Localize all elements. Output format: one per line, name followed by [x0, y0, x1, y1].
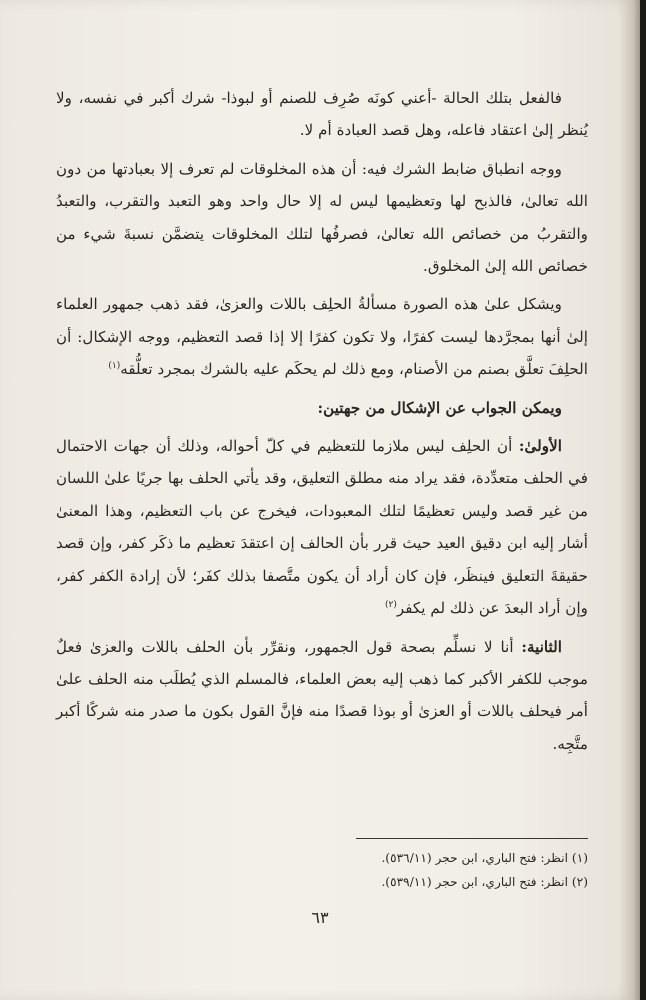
paragraph-text: ووجه انطباق ضابط الشرك فيه: أن هذه المخلوقات لم تعرف إلا بعبادتها من دون الله تعالىٰ، فالذبح لها وتعظيمها ليس له إلا حال واحد وهو التعبد والتقرب، والتعبدُ والتقربُ من خصائص الله تعالىٰ، فصرفُها لتلك المخلوقات يتضمَّن نسبةَ شيء من خصائص الله إلىٰ المخلوق.: [56, 159, 588, 276]
section-heading: [56, 392, 588, 424]
footnote-1: (١) انظر: فتح الباري، ابن حجر (٥٣٦/١١).: [381, 851, 588, 865]
footnote-ref: (١): [108, 361, 121, 372]
paragraph-text: ويمكن الجواب عن الإشكال من جهتين:: [317, 398, 562, 417]
footnote-ref: (٢): [384, 600, 397, 611]
paragraph-text: فالفعل بتلك الحالة -أعني كونَه صُرِف للصنم أو لبوذا- شرك أكبر في نفسه، ولا يُنظر إلىٰ اعتقاد فاعله، وهل قصد العبادة أم لا.: [56, 89, 588, 140]
paragraph-lead: الأولىٰ:: [518, 437, 562, 456]
paragraph-2: [56, 153, 588, 283]
paragraph-3: [56, 288, 588, 385]
paragraph-first-answer: [56, 430, 588, 624]
paragraph-lead: الثانية:: [521, 637, 562, 656]
paragraph-text: أن الحلِف ليس ملازما للتعظيم في كلّ أحواله، وذلك أن جهات الاحتمال في الحلف متعدِّدة، فقد يراد منه مطلق التعليق، وقد يأتي الحلف بها جريًا علىٰ اللسان من غير قصد وليس تعظيمًا لتلك المعبودات، فيخرج عن باب التعظيم، وهذا المعنىٰ أشار إليه ابن دقيق العيد حيث قرر بأن الحالف إن اعتقدَ تعظيم ما ذكَر كفر، وإن قصد حقيقةَ التعليق فينظَر، فإن كان أراد أن يكون متَّصفا بذلك كفَر؛ لأن إرادة الكفر كفر، وإن أراد البعدَ عن ذلك لم يكفر: [56, 437, 588, 618]
footnotes: [56, 846, 588, 894]
paragraph-second-answer: [56, 631, 588, 761]
page-number: ٦٣: [311, 908, 329, 927]
book-spine-shadow: [618, 0, 640, 1000]
main-text: [56, 82, 588, 766]
paragraph-1: [56, 82, 588, 147]
paragraph-text: ويشكل علىٰ هذه الصورة مسألةُ الحلِف باللات والعزىٰ، فقد ذهب جمهور العلماء إلىٰ أنها بمجرَّدها ليست كفرًا، ولا تكون كفرًا إلا إذا قصد التعظيم، ووجه الإشكال: أن الحلِفَ تعلَّق بصنم من الأصنام، ومع ذلك لم يحكَم عليه بالشرك بمجرد تعلُّقه: [56, 295, 588, 379]
footnote-2: (٢) انظر: فتح الباري، ابن حجر (٥٣٩/١١).: [381, 875, 588, 889]
paragraph-text: أنا لا نسلِّم بصحة قول الجمهور، ونقرِّر بأن الحلف باللات والعزىٰ فعلٌ موجب للكفر الأكبر كما ذهب إليه بعض العلماء، فالمسلم الذي يُطلَب منه الحلف علىٰ أمر فيحلف باللات أو العزىٰ أو بوذا قصدًا منه فإنَّ القول بكون ما صدر منه شركًا أكبر متَّجِه.: [56, 637, 588, 753]
footnote-divider: [356, 838, 588, 839]
